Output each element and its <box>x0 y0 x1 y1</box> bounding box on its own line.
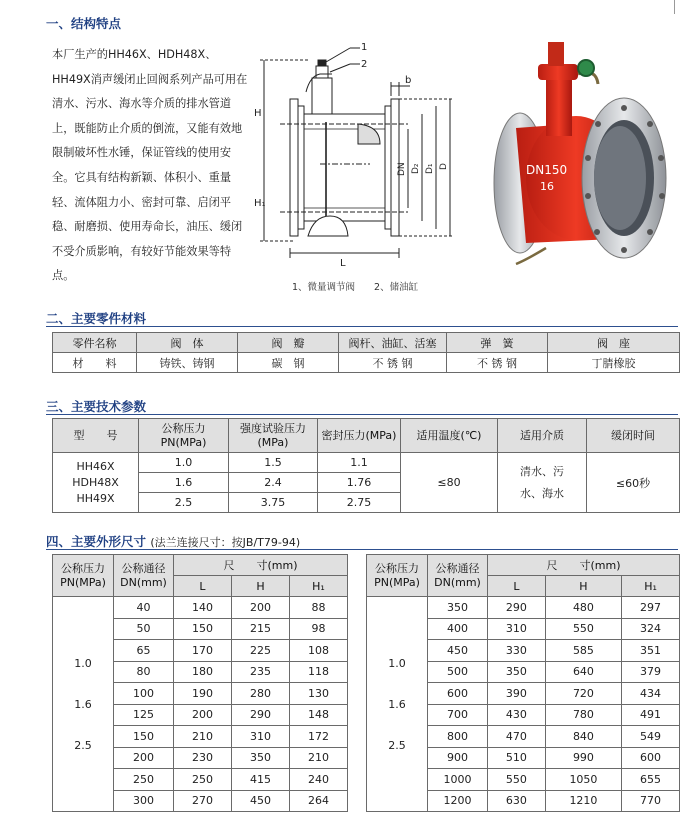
dims-cell: 491 <box>622 704 680 726</box>
dims-pn-value: 2.5 <box>74 738 92 752</box>
dims-cell: 80 <box>114 661 174 683</box>
dims-header-h: H <box>545 576 621 597</box>
dims-cell: 290 <box>231 704 289 726</box>
dims-cell: 390 <box>488 683 546 705</box>
materials-header: 阀 体 <box>137 333 238 353</box>
dims-cell: 1000 <box>428 769 488 791</box>
dim-label-h: H <box>254 108 262 119</box>
dims-cell: 351 <box>622 640 680 662</box>
dims-cell: 549 <box>622 726 680 748</box>
dims-cell: 430 <box>488 704 546 726</box>
dims-cell: 200 <box>174 704 232 726</box>
tech-cell: 2.4 <box>229 473 318 493</box>
tech-table <box>52 418 680 513</box>
dims-cell: 300 <box>114 790 174 812</box>
intro-paragraph: 本厂生产的HH46X、HDH48X、HH49X消声缓闭止回阀系列产品可用在清水、污水、海水等介质的排水管道上，既能防止介质的倒流，又能有效地限制破坏性水锤，保证管线的使用安全。它具有结构新颖、体积小、重量轻、流体阻力小、密封可靠、启闭平稳、耐磨损、使用寿命长，油压、缓闭不受介质影响，有较好节能效果等特点。 <box>52 48 248 283</box>
dims-cell: 470 <box>488 726 546 748</box>
materials-header: 弹 簧 <box>447 333 548 353</box>
dims-cell: 150 <box>174 618 232 640</box>
dims-cell: 330 <box>488 640 546 662</box>
photo-mark-dn: DN150 <box>526 163 568 177</box>
dims-cell: 290 <box>488 597 546 619</box>
dims-cell: 840 <box>545 726 621 748</box>
dims-cell: 130 <box>289 683 347 705</box>
dims-cell: 480 <box>545 597 621 619</box>
dims-pn-cell <box>367 597 428 812</box>
materials-cell: 不 锈 钢 <box>447 353 548 373</box>
materials-header: 阀 瓣 <box>238 333 339 353</box>
materials-cell: 铸铁、铸钢 <box>137 353 238 373</box>
section-rule-tech <box>46 414 678 415</box>
dims-cell: 240 <box>289 769 347 791</box>
tech-model: HDH48X <box>72 475 119 489</box>
dims-cell: 50 <box>114 618 174 640</box>
dims-cell: 88 <box>289 597 347 619</box>
tech-header-pn: 公称压力 PN(MPa) <box>139 419 229 453</box>
materials-cell: 不 锈 钢 <box>339 353 447 373</box>
dim-label-d2: D₂ <box>411 163 421 174</box>
dim-label-b: b <box>405 75 412 86</box>
dims-cell: 270 <box>174 790 232 812</box>
tech-cell: 1.5 <box>229 453 318 473</box>
valve-product-photo <box>486 28 676 268</box>
dims-cell: 780 <box>545 704 621 726</box>
section-title-tech: 三、主要技术参数 <box>46 399 147 414</box>
dims-header-dn: 公称通径 DN(mm) <box>114 555 174 597</box>
dims-header-h1: H₁ <box>622 576 680 597</box>
drawing-caption: 1、微量调节阀 2、储油缸 <box>292 282 419 293</box>
dims-cell: 550 <box>545 618 621 640</box>
tech-header-time: 缓闭时间 <box>587 419 680 453</box>
tech-cell: 2.75 <box>318 493 401 513</box>
dims-cell: 148 <box>289 704 347 726</box>
dims-cell: 415 <box>231 769 289 791</box>
tech-header-test: 强度试验压力 (MPa) <box>229 419 318 453</box>
dim-label-d1: D₁ <box>425 163 435 174</box>
dims-cell: 200 <box>114 747 174 769</box>
materials-cell: 碳 钢 <box>238 353 339 373</box>
page-edge-line <box>674 0 675 14</box>
tech-medium-cell <box>498 453 587 513</box>
dims-cell: 720 <box>545 683 621 705</box>
dims-cell: 150 <box>114 726 174 748</box>
table-row <box>367 597 680 619</box>
dims-cell: 450 <box>231 790 289 812</box>
dims-pn-value: 1.0 <box>388 656 406 670</box>
dims-cell: 770 <box>622 790 680 812</box>
photo-mark-pn: 16 <box>540 180 554 193</box>
tech-cell: 3.75 <box>229 493 318 513</box>
materials-header: 阀 座 <box>548 333 680 353</box>
dims-cell: 350 <box>428 597 488 619</box>
dims-cell: 310 <box>231 726 289 748</box>
tech-models-cell <box>53 453 139 513</box>
tech-cell: 2.5 <box>139 493 229 513</box>
table-row <box>53 597 348 619</box>
dims-header-l: L <box>488 576 546 597</box>
dims-pn-value: 1.6 <box>388 697 406 711</box>
dims-table-left <box>52 554 348 812</box>
dims-cell: 350 <box>488 661 546 683</box>
dims-cell: 400 <box>428 618 488 640</box>
dims-cell: 140 <box>174 597 232 619</box>
tech-header-model: 型 号 <box>53 419 139 453</box>
dims-cell: 500 <box>428 661 488 683</box>
dims-cell: 324 <box>622 618 680 640</box>
tech-model: HH46X <box>76 459 115 473</box>
dims-header-pn: 公称压力 PN(MPa) <box>367 555 428 597</box>
dims-cell: 550 <box>488 769 546 791</box>
dim-label-h1: H₁ <box>254 198 266 209</box>
dims-cell: 108 <box>289 640 347 662</box>
dims-cell: 585 <box>545 640 621 662</box>
tech-header-temp: 适用温度(℃) <box>401 419 498 453</box>
dims-cell: 250 <box>114 769 174 791</box>
tech-model: HH49X <box>76 491 115 505</box>
dims-cell: 700 <box>428 704 488 726</box>
dims-cell: 65 <box>114 640 174 662</box>
materials-cell: 材 料 <box>53 353 137 373</box>
tech-cell: 1.76 <box>318 473 401 493</box>
dims-cell: 225 <box>231 640 289 662</box>
dims-cell: 118 <box>289 661 347 683</box>
dims-cell: 900 <box>428 747 488 769</box>
tech-time: ≤60秒 <box>587 453 680 513</box>
dims-cell: 264 <box>289 790 347 812</box>
callout-2: 2 <box>361 59 368 70</box>
dims-cell: 1200 <box>428 790 488 812</box>
dims-header-h1: H₁ <box>289 576 347 597</box>
dims-header-size: 尺 寸(mm) <box>174 555 348 576</box>
tech-cell: 1.0 <box>139 453 229 473</box>
dim-label-d: D <box>439 163 449 170</box>
dims-header-l: L <box>174 576 232 597</box>
dims-cell: 600 <box>622 747 680 769</box>
dims-cell: 434 <box>622 683 680 705</box>
dims-cell: 125 <box>114 704 174 726</box>
tech-medium-line: 水、海水 <box>520 486 564 500</box>
dims-cell: 655 <box>622 769 680 791</box>
dims-cell: 1210 <box>545 790 621 812</box>
tech-header-seal: 密封压力(MPa) <box>318 419 401 453</box>
dims-cell: 280 <box>231 683 289 705</box>
dims-cell: 172 <box>289 726 347 748</box>
dims-cell: 210 <box>174 726 232 748</box>
dims-cell: 190 <box>174 683 232 705</box>
dim-label-l: L <box>340 258 346 269</box>
dims-table-right <box>366 554 680 812</box>
dims-cell: 450 <box>428 640 488 662</box>
section-rule-dims <box>46 549 678 550</box>
dims-header-size: 尺 寸(mm) <box>488 555 680 576</box>
tech-header-medium: 适用介质 <box>498 419 587 453</box>
dims-cell: 1050 <box>545 769 621 791</box>
dims-cell: 100 <box>114 683 174 705</box>
tech-cell: 1.1 <box>318 453 401 473</box>
section-title-structure: 一、结构特点 <box>46 16 122 31</box>
materials-header: 零件名称 <box>53 333 137 353</box>
materials-cell: 丁腈橡胶 <box>548 353 680 373</box>
dims-cell: 200 <box>231 597 289 619</box>
materials-table <box>52 332 680 373</box>
section-title-dims <box>46 532 300 550</box>
dims-cell: 210 <box>289 747 347 769</box>
dims-cell: 990 <box>545 747 621 769</box>
dims-header-h: H <box>231 576 289 597</box>
section-title-dims-note: (法兰连接尺寸：按JB/T79-94) <box>150 536 301 549</box>
dims-cell: 510 <box>488 747 546 769</box>
tech-medium-line: 清水、污 <box>520 464 564 478</box>
dims-cell: 297 <box>622 597 680 619</box>
valve-technical-drawing <box>250 36 480 276</box>
dims-cell: 630 <box>488 790 546 812</box>
dims-header-dn: 公称通径 DN(mm) <box>428 555 488 597</box>
dims-cell: 40 <box>114 597 174 619</box>
dims-pn-cell <box>53 597 114 812</box>
dims-cell: 640 <box>545 661 621 683</box>
dims-pn-value: 2.5 <box>388 738 406 752</box>
section-title-materials: 二、主要零件材料 <box>46 311 147 326</box>
dims-pn-value: 1.0 <box>74 656 92 670</box>
tech-cell: 1.6 <box>139 473 229 493</box>
dims-cell: 98 <box>289 618 347 640</box>
callout-1: 1 <box>361 42 368 53</box>
dims-cell: 230 <box>174 747 232 769</box>
tech-temp: ≤80 <box>401 453 498 513</box>
dims-cell: 250 <box>174 769 232 791</box>
dims-cell: 215 <box>231 618 289 640</box>
materials-header: 阀杆、油缸、活塞 <box>339 333 447 353</box>
dims-cell: 379 <box>622 661 680 683</box>
dims-cell: 310 <box>488 618 546 640</box>
dims-cell: 350 <box>231 747 289 769</box>
dims-cell: 235 <box>231 661 289 683</box>
dims-pn-value: 1.6 <box>74 697 92 711</box>
dims-cell: 800 <box>428 726 488 748</box>
dims-cell: 600 <box>428 683 488 705</box>
dim-label-dn: DN <box>397 162 407 176</box>
section-rule-materials <box>46 326 678 327</box>
section-title-dims-text: 四、主要外形尺寸 <box>46 534 147 549</box>
dims-header-pn: 公称压力 PN(MPa) <box>53 555 114 597</box>
dims-cell: 170 <box>174 640 232 662</box>
dims-cell: 180 <box>174 661 232 683</box>
